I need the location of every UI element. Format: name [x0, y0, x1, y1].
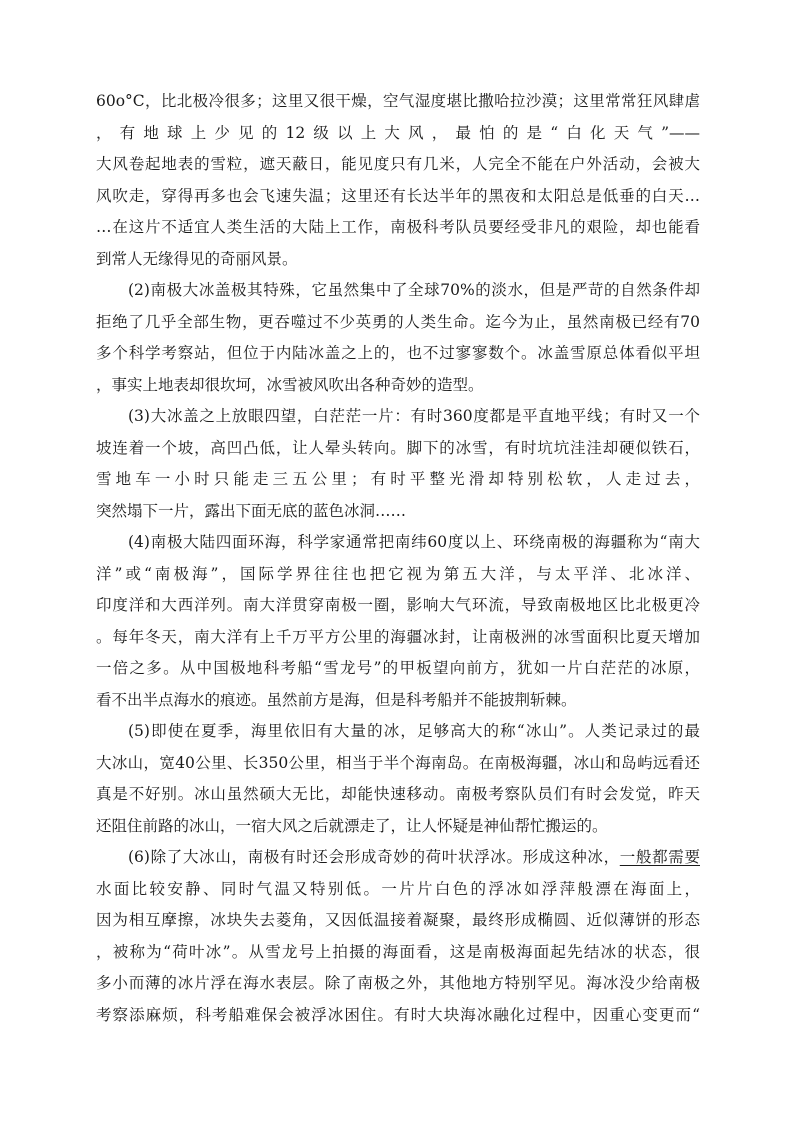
text-line: 60o°C，比北极冷很多；这里又很干燥，空气湿度堪比撒哈拉沙漠；这里常常狂风肆虐: [96, 92, 700, 110]
paragraph-6-text: (6)除了大冰山，南极有时还会形成奇妙的荷叶状浮冰。形成这种冰，: [128, 848, 620, 866]
text-line: 大风卷起地表的雪粒，遮天蔽日，能见度只有几米，人完全不能在户外活动，会被大: [96, 155, 700, 173]
text-line: 水面比较安静、同时气温又特别低。一片片白色的浮冰如浮萍般漂在海面上，: [96, 879, 700, 898]
text-line: 风吹走，穿得再多也会飞速失温；这里还有长达半年的黑夜和太阳总是低垂的白天…: [96, 186, 700, 205]
paragraph-3-start: (3)大冰盖之上放眼四望，白茫茫一片：有时360度都是平直地平线；有时又一个: [128, 407, 700, 425]
text-line: 多小而薄的冰片浮在海水表层。除了南极之外，其他地方特别罕见。海冰没少给南极: [96, 974, 700, 992]
paragraph-2-start: (2)南极大冰盖极其特殊，它虽然集中了全球70%的淡水，但是严苛的自然条件却: [128, 281, 700, 299]
text-line: 多个科学考察站，但位于内陆冰盖之上的，也不过寥寥数个。冰盖雪原总体看似平坦: [96, 344, 700, 362]
text-line: 真是不好别。冰山虽然硕大无比，却能快速移动。南极考察队员们有时会发觉，昨天: [96, 785, 700, 803]
paragraph-end-line: 突然塌下一片，露出下面无底的蓝色冰洞……: [96, 501, 407, 520]
text-line: 洋”或“南极海”，国际学界往往也把它视为第五大洋，与太平洋、北冰洋、: [96, 564, 700, 583]
text-line: 印度洋和大西洋列。南大洋贯穿南极一圈，影响大气环流，导致南极地区比北极更冷: [96, 596, 700, 614]
paragraph-end-line: ，事实上地表却很坎坷，冰雪被风吹出各种奇妙的造型。: [96, 375, 484, 394]
text-line: 拒绝了几乎全部生物，更吞噬过不少英勇的人类生命。迄今为止，虽然南极已经有70: [96, 312, 700, 331]
paragraph-6-start: [96, 842, 700, 874]
paragraph-end-line: 看不出半点海水的痕迹。虽然前方是海，但是科考船并不能披荆斩棘。: [96, 690, 577, 709]
text-line: 一倍之多。从中国极地科考船“雪龙号”的甲板望向前方，犹如一片白茫茫的冰原，: [96, 659, 700, 677]
text-line: ，有地球上少见的12级以上大风，最怕的是“白化天气”——: [96, 123, 700, 142]
text-line: 雪地车一小时只能走三五公里；有时平整光滑却特别松软，人走过去，: [96, 470, 700, 488]
text-line: 因为相互摩擦，冰块失去菱角，又因低温接着凝聚，最终形成椭圆、近似薄饼的形态: [96, 911, 700, 929]
text-line: 。每年冬天，南大洋有上千万平方公里的海疆冰封，让南极洲的冰雪面积比夏天增加: [96, 627, 700, 646]
paragraph-end-line: 还阻住前路的冰山，一宿大风之后就漂走了，让人怀疑是神仙帮忙搬运的。: [96, 816, 608, 835]
text-line: ，被称为“荷叶冰”。从雪龙号上拍摄的海面看，这是南极海面起先结冰的状态，很: [96, 942, 700, 961]
paragraph-4-start: (4)南极大陆四面环海，科学家通常把南纬60度以上、环绕南极的海疆称为“南大: [128, 533, 700, 551]
paragraph-5-start: (5)即使在夏季，海里依旧有大量的冰，足够高大的称“冰山”。人类记录过的最: [128, 722, 700, 740]
article-body: [96, 86, 700, 1031]
paragraph-end-line: 到常人无缘得见的奇丽风景。: [96, 249, 298, 268]
text-line: 坡连着一个坡，高凹凸低，让人晕头转向。脚下的冰雪，有时坑坑洼洼却硬似铁石，: [96, 438, 700, 457]
underlined-phrase: 一般都需要: [619, 848, 700, 866]
text-line: …在这片不适宜人类生活的大陆上工作，南极科考队员要经受非凡的艰险，却也能看: [96, 218, 700, 236]
text-line: 考察添麻烦，科考船难保会被浮冰困住。有时大块海冰融化过程中，因重心变更而“: [96, 1005, 700, 1024]
text-line: 大冰山，宽40公里、长350公里，相当于半个海南岛。在南极海疆，冰山和岛屿远看还: [96, 753, 700, 772]
